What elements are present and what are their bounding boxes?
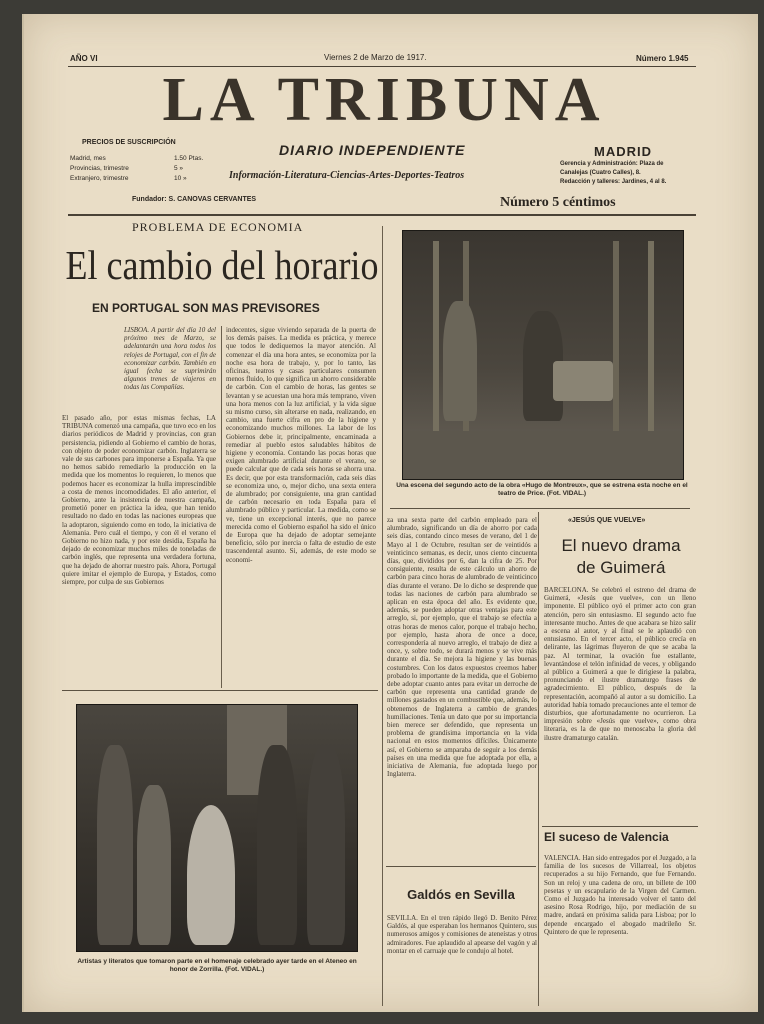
column-divider	[221, 326, 222, 688]
galdos-headline: Galdós en Sevilla	[407, 887, 515, 902]
issue-year: AÑO VI	[70, 54, 98, 63]
galdos-text: SEVILLA. En el tren rápido llegó D. Benito Pérez Galdós, al que esperaban los hermanos Quintero, sus numerosos amigos y comisiones de ateneístas y otros admiradores. Fue aplaudido al apearse del vagón y al montar en el carruaje que le condujo al hotel.	[387, 914, 537, 955]
theatre-photo	[402, 230, 684, 480]
column-divider	[538, 512, 539, 1006]
article-column-1: El pasado año, por estas mismas fechas, LA TRIBUNA comenzó una campaña, que tuvo eco en los diarios periódicos de Madrid y provincias, con gran persistencia, pidiendo al Gobierno el cambio de horas, con objeto de poder economizar carbón. Inglaterra se vale de sus carbones para imponerse a España. Ya que no hemos sabido remediarlo la producción en la medida que los momentos lo requieren, lo menos que podemos hacer es economizar la hulla imprescindible a costa de menos incomodidades. El año anterior, el Gobierno, ante la insistencia de nuestra campaña, prometió poner en práctica la idea, que han tenido resultado no dado en todas las naciones europeas que la adoptaron, siguiendo como en todo, la iniciativa de Alemania. Pero cuál el tiempo, y con él el verano el Gobierno no hizo nada, y por este desidia, España ha dejado de economizar muchos miles de toneladas de carbón inglés, que representa una verdadera fortuna, que ha dejado de ahorrar nuestro país. Ahora, Portugal quiere imitar el ejemplo de Europa, y Estados, como siempre, por culpa de sus Gobiernos	[62, 414, 216, 587]
price-line: Número 5 céntimos	[500, 195, 616, 210]
address-line: Redacción y talleres: Jardines, 4 al 8.	[560, 179, 667, 185]
valencia-text: VALENCIA. Han sido entregados por el Juzgado, a la familia de los sucesos de Villarreal, los objetos recuperados a su hijo Fernando, que fue Fernando. Son un reloj y una cadena de oro, un billete de 100 pesetas y un escapulario de la Virgen del Carmen. Como el Juzgado ha interesado volver el tanto del asesino Rosa Rodrigo, hijo, por mediación de su madre, andará en próxima salida para Lisboa; por lo depende encargado el abogado madrileño Sr. Quintero de que le representa.	[544, 854, 696, 936]
valencia-headline: El suceso de Valencia	[544, 830, 669, 844]
column-divider	[382, 226, 383, 1006]
subscription-label: Madrid, mes	[70, 155, 106, 162]
section-rule	[62, 690, 378, 691]
article-column-2: indecentes, sigue viviendo separada de la puerta de los demás países. La medida es práctica, y merece que todos le dediquemos la mayor atención. Al comenzar el día una hora antes, se economiza por la noche esa hora de trabajo, y, por lo tanto, las oficinas, teatros y casas particulares consumen menos fluido, lo que significa un ahorro considerable de carbón. Con el cambio de horas, las gentes se levantan y se acuestan una hora más temprano, viven una hora menos con la luz artificial, y la vida sigue su mismo curso, sin alterarse en nada, realizando, en cambio, una fuerte cifra en pro de la higiene y economizando muchos millones. La labor de los Gobiernos debe ir, principalmente, encaminada a remediar al pueblo estos saludables hábitos de higiene y economía. Contando las pocas horas que exigen alumbrado artificial durante el verano, se puede calcular que de cada seis horas se ahorra una. Es decir, que por esta transformación, cada seis días se economiza uno, o, mejor dicho, una sexta entera de alumbrado; por consiguiente, una gran cantidad de carbón necesario en toda España para el alumbrado público y particular. La medida, como se ve, tiene un excepcional interés, que no parece merecida como el Gobierno español ha sido el único de Europa que ha dejado de adoptar semejante beneficio, sólo por inercia o falta de estudio de este trascendental asunto. Si, además, de este modo se economi-	[226, 326, 376, 564]
article-kicker: PROBLEMA DE ECONOMIA	[132, 220, 304, 234]
ateneo-photo	[76, 704, 358, 952]
guimera-kicker: «JESÚS QUE VUELVE»	[568, 517, 646, 524]
issue-date: Viernes 2 de Marzo de 1917.	[324, 53, 427, 62]
subscription-row	[70, 164, 220, 174]
subscription-price: 1.50 Ptas.	[174, 155, 204, 162]
section-rule	[542, 826, 698, 827]
subscription-row	[70, 154, 220, 164]
tagline: Información-Literatura-Ciencias-Artes-Deportes-Teatros	[229, 170, 465, 181]
guimera-headline-2: de Guimerá	[576, 558, 666, 577]
subtitle: DIARIO INDEPENDIENTE	[279, 142, 466, 158]
article-lead: LISBOA. A partir del día 10 del próximo mes de Marzo, se adelantarán una hora todos los relojes de Portugal, con el fin de economizar carbón. También en igual fecha se suprimirán algunos trenes de viajeros en todas las Compañías.	[124, 326, 216, 392]
article-headline: El cambio del horario	[65, 242, 379, 288]
subscription-table	[70, 154, 220, 184]
masthead-rule	[68, 214, 696, 216]
guimera-headline-1: El nuevo drama	[561, 536, 681, 555]
founder-line: Fundador: S. CANOVAS CERVANTES	[132, 196, 257, 203]
section-rule	[390, 508, 690, 509]
city-name: MADRID	[594, 144, 652, 159]
address-line: Gerencia y Administración: Plaza de	[560, 161, 664, 167]
article-subhead: EN PORTUGAL SON MAS PREVISORES	[92, 301, 320, 315]
subscription-label: Extranjero, trimestre	[70, 175, 129, 182]
subscription-price: 10 »	[174, 175, 187, 182]
issue-number: Número 1.945	[636, 54, 689, 63]
subscription-row	[70, 174, 220, 184]
subscription-label: Provincias, trimestre	[70, 165, 129, 172]
article-column-3: za una sexta parte del carbón empleado para el alumbrado, significando un día de ahorro por cada seis días, contando cinco meses de verano, del 1 de Mayo al 1 de Octubre, resultan ser de veintidós a veinticinco semanas, es decir, unos ciento cincuenta días, que, divididos por 6, dan la cifra de 25. Por consiguiente, resulta de este cálculo un ahorro de carbón para cinco horas de alumbrado de veinticinco días durante el verano. De lo dicho se desprende que todas las naciones de carbón para alumbrado se aplican en esta época del año. Es evidente que, además, se pueden adoptar otras ventajas para este arreglo, si, por ejemplo, que el trabajo se efectúa a otras horas de menos calor, porque el trabajo hecho, por ejemplo, hasta ahora de once a doce, correspondería al nuevo arreglo, el trabajo de diez a once, y, sobre todo, se durará menos y se vive más durante el día. Se mejora la higiene y las buenas costumbres. Con los datos expuestos creemos haber probado lo importante de la medida, que el Gobierno debe adoptar cuanto antes para evitar un derroche de carbón que representa una cantidad grande de millones gastados en un combustible que, además, lo obtenemos de Inglaterra a cambio de grandes humillaciones. Tenía un dato que por su importancia bien merece ser defendido, que representa un problema de grandísima importancia en la vida nacional en estos momentos difíciles. Únicamente así, el Gobierno se amparaba de seguir a los demás países en una medida que fue adoptada por ella, a iniciativa de Alemania, fue adoptada luego por Inglaterra.	[387, 516, 537, 779]
theatre-photo-caption: Una escena del segundo acto de la obra «Hugo de Montreux», que se estrena esta noche en el teatro de Price. (Fot. VIDAL.)	[396, 482, 688, 497]
subscription-price: 5 »	[174, 165, 184, 172]
masthead-title: LA TRIBUNA	[162, 66, 606, 134]
ateneo-photo-caption: Artistas y literatos que tomaron parte en el homenaje celebrado ayer tarde en el Ateneo en honor de Zorrilla. (Fot. VIDAL.)	[77, 958, 357, 973]
newspaper-page	[22, 14, 758, 1012]
address-block	[560, 160, 710, 187]
address-line: Canalejas (Cuatro Calles), 8.	[560, 170, 641, 176]
section-rule	[386, 866, 536, 867]
subscription-title: PRECIOS DE SUSCRIPCIÓN	[82, 139, 176, 146]
guimera-text: BARCELONA. Se celebró el estreno del drama de Guimerá, «Jesús que vuelve», con un lleno imponente. El público oyó el primer acto con gran atención, pero sin entusiasmo. El segundo acto fue interesante mucho. Antes de que acabara se hizo salir a escena al autor, y al final se le aplaudió con entusiasmo. En el tercer acto, el público crecía en delirante, las lágrimas fluyeron de que se acaba la paz. Al terminar, la ovación fue estallante, levantándose el telón infinidad de veces, y obligando al público a Guimerá a que le dirigiese la palabra, pronunciando el ilustre dramaturgo frases de agradecimiento. El público, después de la representación, acompañó al autor a su domicilio. La autoridad había tomado precauciones ante el temor de disturbios, que afortunadamente no ocurrieron. La impresión sobre «Jesús que vuelve», como obra literaria, es la de que no menoscaba la gloria del ilustre dramaturgo catalán.	[544, 586, 696, 742]
